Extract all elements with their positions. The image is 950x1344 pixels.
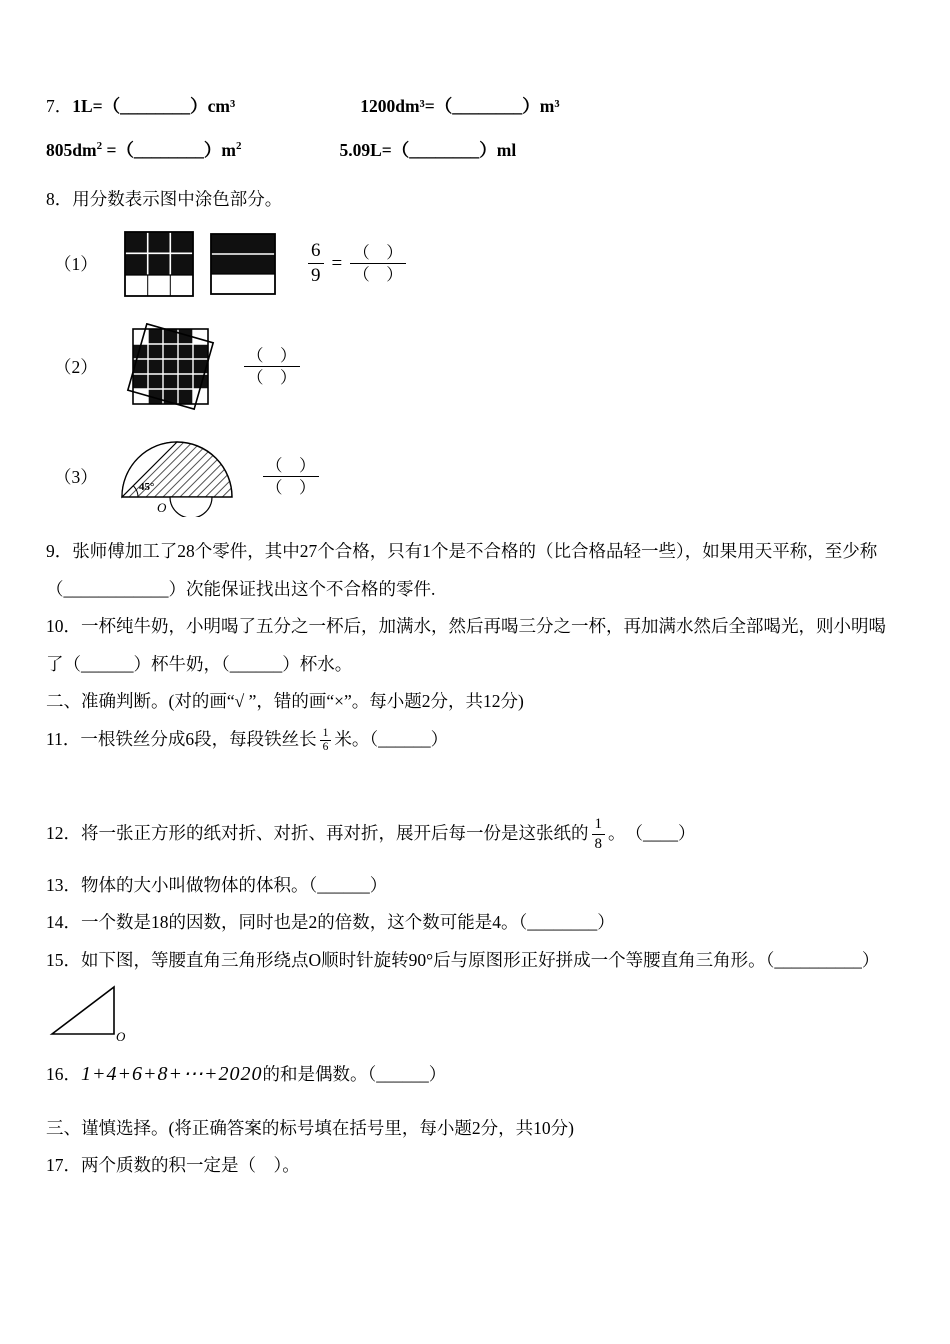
fraction-numerator: 1: [320, 727, 332, 741]
origin-label: O: [157, 499, 167, 515]
triangle-figure: [48, 982, 132, 1044]
fraction-one-sixth: [320, 727, 332, 754]
question-17: [46, 1147, 895, 1185]
question-11-text-pre: 一根铁丝分成6段，每段铁丝长: [80, 729, 317, 749]
question-13: [46, 867, 895, 905]
q8-item-3: [46, 437, 895, 517]
question-17-text: 两个质数的积一定是（ ）。: [81, 1155, 300, 1176]
q7-superscript-a: 2: [96, 139, 103, 152]
question-16-text-post: 的和是偶数。（______）: [262, 1063, 447, 1084]
fraction-denominator: 9: [311, 265, 321, 287]
question-8-stem: [46, 181, 895, 219]
blank-numerator: （ ）: [244, 345, 300, 367]
blank-numerator: （ ）: [350, 242, 406, 264]
fraction-six-ninths: [308, 239, 324, 289]
grid-diamond-figure: [124, 323, 218, 411]
origin-label: O: [116, 1028, 126, 1044]
equals-sign: =: [331, 252, 343, 274]
small-semicircle: [170, 497, 212, 517]
question-8-text: 用分数表示图中涂色部分。: [72, 189, 283, 210]
q8-item-3-label: （3）: [54, 467, 98, 488]
question-15: [46, 942, 895, 980]
q7-conversion-1: 1L=（________）cm³: [72, 96, 236, 116]
question-13-text: 物体的大小叫做物体的体积。（______）: [81, 874, 388, 895]
question-13-number: 13．: [46, 874, 81, 895]
question-7-line-1: [46, 88, 895, 126]
question-9: [46, 533, 895, 608]
question-9-text: 张师傅加工了28个零件，其中27个合格，只有1个是不合格的（比合格品轻一些），如果用天平称，至少称（____________）次能保证找出这个不合格的零件.: [46, 540, 878, 599]
fraction-numerator: 1: [592, 815, 606, 836]
q8-item-3-answer: [263, 455, 319, 499]
blank-denominator: （ ）: [266, 478, 316, 498]
question-15-number: 15．: [46, 949, 81, 970]
question-11-text-post: 米。（______）: [334, 729, 449, 749]
question-10: [46, 608, 895, 683]
question-16-number: 16．: [46, 1063, 81, 1084]
q8-item-2-label: （2）: [54, 357, 98, 378]
question-8-number: 8．: [46, 189, 73, 210]
section-2-header: [46, 683, 895, 721]
question-12-text-post: 。 （____）: [608, 822, 696, 843]
q8-item-2-answer: [244, 345, 300, 389]
grid-figure-3x3: [124, 231, 194, 297]
question-16: [46, 1053, 895, 1096]
section-3-header: [46, 1110, 895, 1148]
right-triangle: [52, 987, 114, 1034]
q7-superscript-b: 2: [236, 139, 242, 152]
question-10-number: 10．: [46, 616, 81, 637]
grid-figure-thirds: [210, 233, 276, 295]
question-9-number: 9．: [46, 540, 73, 561]
semicircle-figure: [112, 437, 247, 517]
blank-numerator: （ ）: [263, 455, 319, 477]
q7-conversion-2: 1200dm³=（________）m³: [360, 96, 560, 116]
q15-figure-wrap: [48, 982, 895, 1049]
blank-fraction: [244, 345, 300, 389]
angle-label: 45°: [139, 480, 155, 493]
question-11-number: 11．: [46, 729, 81, 749]
q7-conversion-3b: =（________）m: [102, 139, 236, 160]
question-7-number: 7．: [46, 96, 73, 116]
question-12-number: 12．: [46, 822, 81, 843]
question-14-number: 14．: [46, 912, 81, 933]
question-15-text: 如下图，等腰直角三角形绕点O顺时针旋转90°后与原图形正好拼成一个等腰直角三角形。（__________）: [81, 949, 880, 970]
question-11: [46, 721, 895, 759]
fraction-denominator: 6: [322, 741, 329, 754]
section-2-title: 二、准确判断。(对的画“√ ”，错的画“×”。每小题2分，共12分): [46, 691, 524, 712]
question-14-text: 一个数是18的因数，同时也是2的倍数，这个数可能是4。（________）: [81, 912, 615, 933]
blank-denominator: （ ）: [247, 368, 297, 388]
q8-item-2: [46, 323, 895, 411]
fraction-one-eighth: [592, 815, 606, 855]
section-3-title: 三、谨慎选择。(将正确答案的标号填在括号里，每小题2分，共10分): [46, 1117, 574, 1138]
q7-conversion-3: 805dm: [46, 139, 97, 160]
question-10-text: 一杯纯牛奶，小明喝了五分之一杯后，加满水，然后再喝三分之一杯，再加满水然后全部喝光，则小明喝了（______）杯牛奶，（______）杯水。: [46, 616, 886, 674]
question-12: [46, 815, 895, 855]
fraction-numerator: 6: [308, 239, 324, 265]
blank-fraction: [263, 455, 319, 499]
q8-item-1-equation: [308, 239, 406, 289]
blank-fraction: [350, 242, 406, 286]
question-7-line-2: [46, 132, 895, 170]
q8-item-1-label: （1）: [54, 254, 98, 275]
q8-item-1: [46, 231, 895, 297]
question-17-number: 17．: [46, 1155, 81, 1176]
fraction-denominator: 8: [594, 836, 602, 853]
question-16-math-expression: 1+4+6+8+⋯+2020: [81, 1062, 263, 1085]
question-12-text-pre: 将一张正方形的纸对折、对折、再对折，展开后每一份是这张纸的: [81, 822, 589, 843]
q7-conversion-4: 5.09L=（________）ml: [339, 139, 517, 160]
blank-denominator: （ ）: [353, 265, 403, 285]
question-14: [46, 904, 895, 942]
